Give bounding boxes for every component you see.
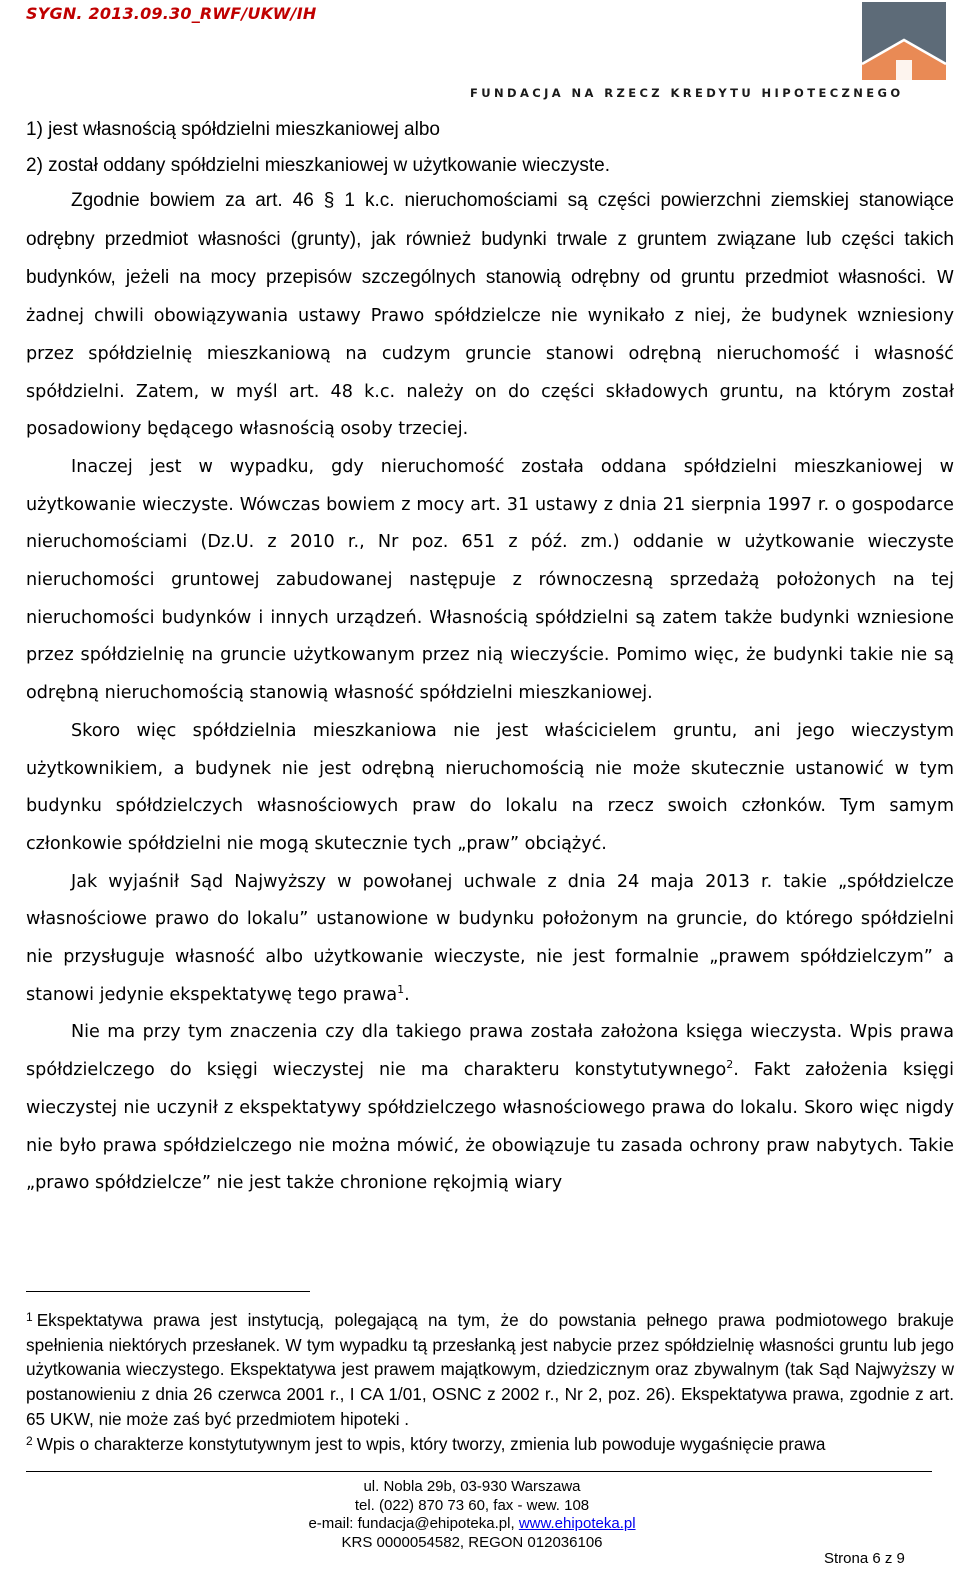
- footer-email-line: [0, 1515, 944, 1534]
- house-logo-icon: [862, 2, 946, 80]
- footer-contact: [0, 1478, 944, 1552]
- page-number: Strona 6 z 9: [824, 1550, 905, 1567]
- footnote-text: Ekspektatywa prawa jest instytucją, polegającą na tym, że do powstania pełnego prawa podmiotowego brakuje spełnienia niektórych przesłanek. W tym wypadku tą przesłanką jest nabycie przez spółdzielnię własności gruntu lub jego użytkowania wieczystego. Ekspektatywa jest prawem majątkowym, dziedzicznym oraz zbywalnym (tak Sąd Najwyższy w postanowieniu z dnia 26 czerwca 2001 r., I CA 1/01, OSNC z 2002 r., Nr 2, poz. 26). Ekspektatywa prawa, zgodnie z art. 65 UKW, nie może zaś być przedmiotem hipoteki .: [26, 1310, 954, 1429]
- paragraph: [26, 182, 954, 449]
- footer-registry: KRS 0000054582, REGON 012036106: [341, 1533, 603, 1551]
- paragraph-text: Jak wyjaśnił Sąd Najwyższy w powołanej uchwale z dnia 24 maja 2013 r. takie „spółdzielcze własnościowe prawo do lokalu” ustanowione w budynku położonym na gruncie, do którego spółdzielni nie przysługuje własność albo użytkowanie wieczyste, nie jest formalnie „prawem spółdzielczym” a stanowi jedynie ekspektatywę tego prawa: [26, 871, 954, 1005]
- body-text: [26, 182, 954, 1203]
- paragraph-lead: Zgodnie bowiem za art. 46 § 1 k.c. nieruchomościami są części powierzchni ziemskiej stanowiące odrębny przedmiot własności (grunty), jak również budynki trwale z gruntem związane lub części takich budynków, jeżeli na mocy przepisów szczególnych stanowią odrębny od gruntu przedmiot własności.: [26, 190, 954, 289]
- footer-address: ul. Nobla 29b, 03-930 Warszawa: [363, 1478, 581, 1495]
- footnote-text: Wpis o charakterze konstytutywnym jest to wpis, który tworzy, zmienia lub powoduje wygaśnięcie prawa: [36, 1433, 826, 1454]
- document-signature: SYGN. 2013.09.30_RWF/UKW/IH: [26, 4, 317, 23]
- paragraph-text: Nie ma przy tym znaczenia czy dla takiego prawa została założona księga wieczysta. Wpis prawa spółdzielczego do księgi wieczystej nie ma charakteru konstytutywnego: [26, 1022, 954, 1081]
- list-item: 1) jest własnością spółdzielni mieszkaniowej albo: [26, 119, 440, 140]
- paragraph: [26, 864, 954, 1015]
- footnote-ref: 2: [726, 1058, 734, 1072]
- footer-email: e-mail: fundacja@ehipoteka.pl,: [308, 1515, 519, 1532]
- website-link[interactable]: www.ehipoteka.pl: [518, 1515, 636, 1532]
- footnote-divider: [26, 1291, 310, 1292]
- footnote-ref: 1: [397, 982, 405, 996]
- list-item: 2) został oddany spółdzielni mieszkaniowej w użytkowanie wieczyste.: [26, 155, 610, 176]
- footnote: [26, 1432, 954, 1457]
- paragraph: [26, 1014, 954, 1203]
- foundation-name: FUNDACJA NA RZECZ KREDYTU HIPOTECZNEGO: [470, 86, 904, 100]
- paragraph: Inaczej jest w wypadku, gdy nieruchomość została oddana spółdzielni mieszkaniowej w użytkowanie wieczyste. Wówczas bowiem z mocy art. 31 ustawy z dnia 21 sierpnia 1997 r. o gospodarce nieruchomościami (Dz.U. z 2010 r., Nr poz. 651 z póź. zm.) oddanie w użytkowanie wieczyste nieruchomości gruntowej zabudowanej następuje z równoczesną sprzedażą położonych na tej nieruchomości budynków i innych urządzeń. Własnością spółdzielni są zatem także budynki wzniesione przez spółdzielnię na gruncie użytkowanym przez nią wieczyście. Pomimo więc, że budynki takie nie są odrębną nieruchomością stanowią własność spółdzielni mieszkaniowej.: [26, 456, 954, 704]
- paragraph-text: . Fakt założenia księgi wieczystej nie uczynił z ekspektatywy spółdzielczego własnościowego prawa do lokalu. Skoro więc nigdy nie było prawa spółdzielczego nie można mówić, że obowiązuje tu zasada ochrony praw nabytych. Takie „prawo spółdzielcze” nie jest także chronione rękojmią wiary: [26, 1060, 954, 1194]
- footer-phone: tel. (022) 870 73 60, fax - wew. 108: [354, 1496, 590, 1514]
- footnotes: [26, 1308, 954, 1456]
- paragraph-text: .: [404, 984, 410, 1005]
- footnote: [26, 1308, 954, 1432]
- paragraph: Skoro więc spółdzielnia mieszkaniowa nie jest właścicielem gruntu, ani jego wieczystym użytkownikiem, a budynek nie jest odrębną nieruchomością nie może skutecznie ustanowić w tym budynku spółdzielczych własnościowych praw do lokalu na rzecz swoich członków. Tym samym członkowie spółdzielni nie mogą skutecznie tych „praw” obciążyć.: [26, 720, 954, 854]
- paragraph-text: W żadnej chwili obowiązywania ustawy Prawo spółdzielcze nie wynikało z niej, że budynek wzniesiony przez spółdzielnię mieszkaniową na cudzym gruncie stanowi odrębną nieruchomość i własność spółdzielni. Zatem, w myśl art. 48 k.c. należy on do części składowych gruntu, na którym został posadowiony będącego własnością osoby trzeciej.: [26, 268, 954, 440]
- footer-divider: [26, 1471, 932, 1472]
- footnote-number: 2: [26, 1433, 33, 1448]
- numbered-list: [26, 112, 610, 184]
- footnote-number: 1: [26, 1310, 33, 1324]
